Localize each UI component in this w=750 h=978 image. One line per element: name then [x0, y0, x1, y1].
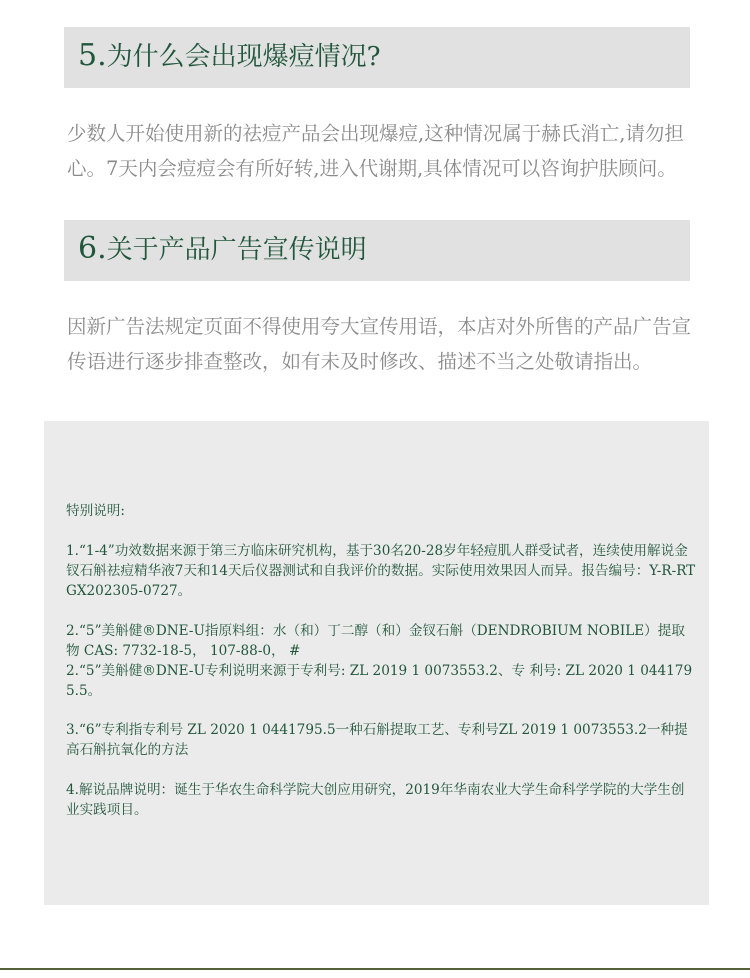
special-notes-box [44, 421, 709, 905]
section-6-body: 因新广告法规定页面不得使用夸大宣传用语，本店对外所售的产品广告宣传语进行逐步排查整改，如有未及时修改、描述不当之处敬请指出。 [67, 315, 692, 373]
note-2b: 2.“5”美斛健®DNE-U专利说明来源于专利号: ZL 2019 1 0073553.2、专 利号: ZL 2020 1 0441795.5。 [66, 663, 693, 699]
section-6-title [78, 231, 367, 268]
section-5-title-text: 为什么会出现爆痘情况? [106, 42, 381, 72]
notes-heading: 特别说明: [66, 503, 125, 519]
section-5-title [78, 38, 381, 75]
section-6-number: 6. [78, 231, 107, 266]
section-5-header [64, 27, 690, 88]
note-2a: 2.“5”美斛健®DNE-U指原料组：水（和）丁二醇（和）金钗石斛（DENDROBIUM NOBILE）提取物 CAS: 7732-18-5， 107-88-0， # [66, 623, 685, 659]
section-5-body: 少数人开始使用新的祛痘产品会出现爆痘,这种情况属于赫氏消亡,请勿担心。7天内会痘痘会有所好转,进入代谢期,具体情况可以咨询护肤顾问。 [67, 122, 684, 180]
note-4: 4.解说品牌说明：诞生于华农生命科学院大创应用研究，2019年华南农业大学生命科学学院的大学生创业实践项目。 [66, 782, 685, 818]
bottom-divider [0, 968, 750, 978]
section-6-header [64, 220, 690, 281]
note-1: 1.“1-4”功效数据来源于第三方临床研究机构，基于30名20-28岁年轻痘肌人群受试者，连续使用解说金钗石斛祛痘精华液7天和14天后仪器测试和自我评价的数据。实际使用效果因人而异。报告编号：Y-R-RTGX202305-0727。 [66, 543, 696, 599]
section-5-number: 5. [78, 38, 107, 73]
note-3: 3.“6”专利指专利号 ZL 2020 1 0441795.5一种石斛提取工艺、专利号ZL 2019 1 0073553.2一种提高石斛抗氧化的方法 [66, 722, 688, 758]
section-6-title-text: 关于产品广告宣传说明 [106, 235, 367, 265]
